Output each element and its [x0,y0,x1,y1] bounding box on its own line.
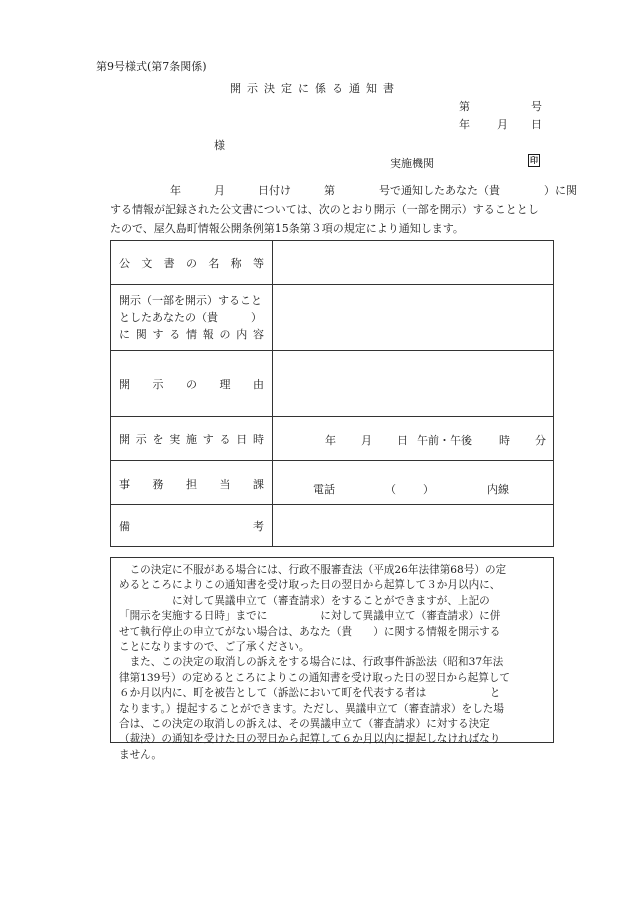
row6-label-char: 備 [119,519,130,533]
datetime-month: 月 [361,433,372,447]
table-row [111,417,554,461]
row4-label-char: 時 [253,432,264,446]
notice-line: めるところによりこの通知書を受け取った日の翌日から起算して３か月以内に、 [119,579,501,592]
row4-label-char: 日 [236,432,248,446]
row3-label-char: 由 [253,377,264,391]
notice-line: ません。 [119,748,163,761]
number-prefix: 第 [459,100,470,113]
table-row [111,285,554,351]
remarks-field[interactable] [273,505,554,547]
notice-line: ことになりますので、ご了承ください。 [119,641,310,654]
number-suffix: 号 [531,100,542,113]
table-row [111,461,554,505]
datetime-field[interactable] [273,417,554,461]
notice-line: に対して異議申立て（審査請求）をすることができますが、上記の [119,594,490,607]
row1-label-char: の [185,256,197,270]
date-month: 月 [497,118,508,131]
intro-line-3: たので、屋久島町情報公開条例第15条第３項の規定により通知します。 [110,222,464,235]
row-label-info-content [111,285,273,351]
row3-label-char: 理 [219,377,231,391]
row2-label-line-3-char: 内 [236,328,248,341]
addressee-suffix: 様 [214,139,225,152]
table-row [111,241,554,285]
row3-label-char: の [186,377,197,391]
info-content-field[interactable] [273,285,554,351]
notice-line: ６か月以内に、町を被告として（訴訟において町を代表する者は と [119,687,501,700]
row4-label-char: を [152,432,164,446]
intro-line-1: 年 月 日付け 第 号で通知したあなた（貴 ）に関 [170,184,577,197]
row4-label-char: 実 [169,432,181,446]
document-title: 開示決定に係る通知書 [230,82,400,95]
row1-label-char: 文 [141,256,153,270]
row3-label-char: 開 [119,377,130,391]
datetime-day: 日 [397,433,408,447]
notice-line: 合は、この決定の取消しの訴えは、その異議申立て（審査請求）に対する決定 [119,718,490,731]
phone-label: 電話 [313,483,335,496]
row2-label-line-3-char: の [219,328,231,341]
row2-label-line-2: としたあなたの（貴 ） [119,311,262,324]
agency-label: 実施機関 [390,157,434,170]
row6-label-char: 考 [253,519,264,533]
date-day: 日 [531,118,542,131]
notice-line: この決定に不服がある場合には、行政不服審査法（平成26年法律第68号）の定 [119,564,507,576]
datetime-minute: 分 [535,433,546,447]
datetime-ampm: 午前・午後 [417,433,472,447]
row-label-remarks [111,505,273,547]
row2-label-line-3-char: 報 [202,328,214,341]
notice-line: また、この決定の取消しの訴えをする場合には、行政事件訴訟法（昭和37年法 [119,656,504,669]
row1-label-char: 公 [119,256,130,270]
row2-label-line-3-char: に [119,328,130,341]
row5-label-char: 担 [186,478,197,491]
row-label-document-name [111,241,273,285]
row1-label-char: 書 [163,256,175,270]
reason-field[interactable] [273,351,554,417]
row5-label-char: 課 [253,478,264,491]
row-label-datetime [111,417,273,461]
department-field[interactable] [273,461,554,505]
row-label-reason [111,351,273,417]
datetime-hour: 時 [499,433,510,447]
table-row [111,351,554,417]
row2-label-line-3-char: 情 [186,328,197,341]
row4-label-char: 示 [135,432,147,446]
row4-label-char: る [219,432,231,446]
row4-label-char: 施 [186,432,197,446]
datetime-year: 年 [325,433,336,447]
row1-label-char: 称 [230,256,242,270]
form-number: 第9号様式(第7条関係) [96,60,207,73]
appeal-notice-box [110,557,554,761]
row2-label-line-3-char: 関 [135,328,147,341]
notice-line: （裁決）の通知を受けた日の翌日から起算して６か月以内に提起しなければなり [119,733,501,746]
row4-label-char: 開 [119,432,130,446]
row3-label-char: 示 [152,377,164,391]
disclosure-table [110,240,554,547]
extension-label: 内線 [487,483,509,496]
notice-line: 律第139号）の定めるところによりこの通知書を受け取った日の翌日から起算して [119,671,510,684]
row5-label-char: 当 [219,478,231,491]
phone-paren-open: （ [385,483,396,496]
issue-date-line [459,116,547,130]
intro-paragraph [110,181,577,238]
notice-line: なります。）提起することができます。ただし、異議申立て（審査請求）をした場 [119,702,504,715]
row1-label-char: 等 [252,256,264,270]
row1-label-char: 名 [208,256,220,270]
table-row [111,505,554,547]
seal-mark: 印 [530,155,538,165]
row2-label-line-3-char: す [152,328,164,341]
row2-label-line-3-char: る [169,328,181,341]
row4-label-char: す [202,432,214,446]
notice-line: 「開示を実施する日時」までに に対して異議申立て（審査請求）に併 [119,610,501,623]
row2-label-line-3-char: 容 [253,328,264,341]
intro-line-2: する情報が記録された公文書については、次のとおり開示（一部を開示）することとし [110,203,539,216]
row5-label-char: 務 [152,478,164,491]
row5-label-char: 事 [119,478,130,491]
row2-label-line-1: 開示（一部を開示）すること [119,294,262,307]
notice-line: せて執行停止の申立てがない場合は、あなた（貴 ）に関する情報を開示する [119,625,501,638]
document-name-field[interactable] [273,241,554,285]
row-label-department [111,461,273,505]
phone-paren-close: ） [423,483,434,496]
date-year: 年 [459,118,470,131]
